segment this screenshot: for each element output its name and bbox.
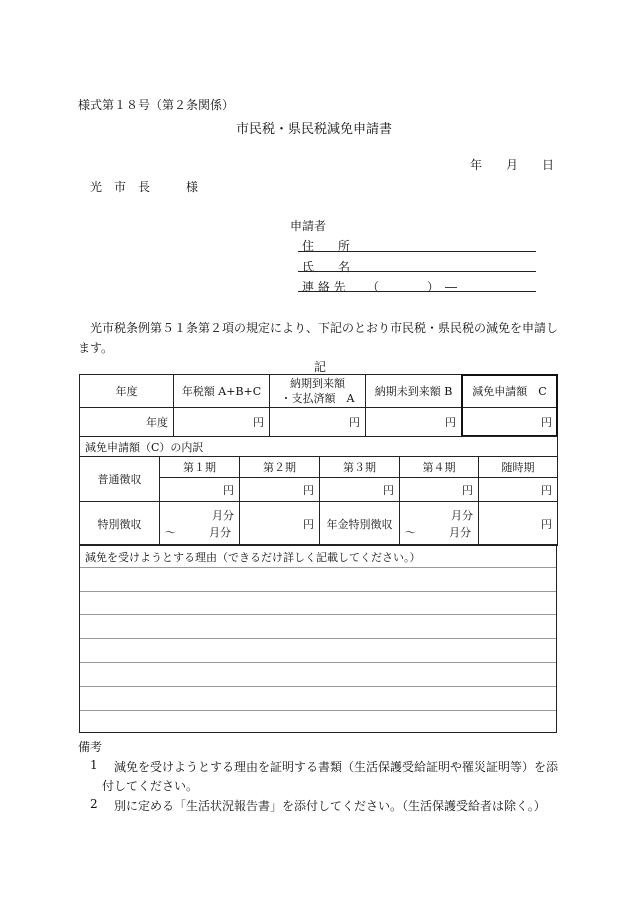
period-anytime-amount[interactable]: 円	[479, 478, 558, 502]
period-2-header: 第２期	[240, 457, 320, 478]
table-header-row	[80, 375, 558, 408]
header-reduction-amount: 減免申請額 C	[462, 375, 558, 408]
special-amount[interactable]: 円	[240, 502, 320, 546]
unpaid-amount-input[interactable]: 円	[366, 408, 462, 437]
address-label: 住 所	[302, 239, 351, 253]
note-2-text: 別に定める「生活状況報告書」を添付してください。（生活保護受給者は除く。）	[114, 799, 546, 813]
reason-label: 減免を受けようとする理由（できるだけ詳しく記載してください。）	[85, 551, 421, 564]
year-input[interactable]: 年度	[80, 408, 174, 437]
contact-label: 連 絡 先	[302, 280, 346, 294]
reduction-amount-input[interactable]: 円	[462, 408, 558, 437]
period-3-header: 第３期	[320, 457, 400, 478]
ki-heading: 記	[314, 360, 327, 374]
contact-input-line[interactable]	[298, 291, 536, 292]
period-4-header: 第４期	[400, 457, 479, 478]
reason-ruled-line	[80, 591, 556, 592]
name-input-line[interactable]	[298, 271, 536, 272]
addressee: 光 市 長 様	[90, 180, 199, 194]
ordinary-collection-label: 普通徴収	[80, 457, 160, 502]
special-collection-row	[80, 502, 558, 546]
reason-ruled-line	[80, 638, 556, 639]
header-paid-amount	[270, 375, 366, 408]
pension-month-range[interactable]	[400, 502, 479, 546]
special-collection-label: 特別徴収	[80, 502, 160, 546]
note-1-number: 1	[90, 758, 98, 772]
period-4-amount[interactable]: 円	[400, 478, 479, 502]
special-month-range[interactable]	[160, 502, 240, 546]
reason-ruled-line	[80, 710, 556, 711]
contact-field[interactable]: （ ） ―	[367, 280, 458, 294]
annual-tax-input[interactable]: 円	[174, 408, 270, 437]
period-2-amount[interactable]: 円	[240, 478, 320, 502]
header-paid-line1: 納期到来額	[290, 377, 345, 390]
header-unpaid-amount: 納期未到来額 B	[366, 375, 462, 408]
request-text-line1: 光市税条例第５１条第２項の規定により、下記のとおり市民税・県民税の減免を申請し	[90, 321, 559, 335]
note-2-number: 2	[90, 797, 98, 811]
pension-collection-label: 年金特別徴収	[320, 502, 400, 546]
document-title: 市民税・県民税減免申請書	[236, 122, 393, 137]
paid-amount-input[interactable]: 円	[270, 408, 366, 437]
reason-ruled-line	[80, 567, 556, 568]
special-month-from: 月分	[212, 508, 234, 522]
request-text-line2: ます。	[78, 341, 114, 355]
breakdown-caption-row	[80, 437, 558, 457]
header-annual-tax: 年税額 A+B+C	[174, 375, 270, 408]
tax-amount-table	[79, 374, 558, 437]
breakdown-table	[79, 436, 558, 546]
pension-month-to: ～ 月分	[405, 525, 471, 539]
address-input-line[interactable]	[298, 251, 536, 252]
pension-month-from: 月分	[451, 508, 473, 522]
period-anytime-header: 随時期	[479, 457, 558, 478]
pension-amount[interactable]: 円	[479, 502, 558, 546]
reason-ruled-line	[80, 662, 556, 663]
form-number: 様式第１８号（第２条関係）	[78, 98, 235, 112]
special-month-to: ～ 月分	[165, 525, 231, 539]
header-paid-line2: ・支払済額 A	[280, 392, 355, 405]
date-field[interactable]: 年 月 日	[470, 158, 555, 172]
note-1-line2: 付してください。	[102, 779, 199, 793]
period-1-header: 第１期	[160, 457, 240, 478]
breakdown-caption: 減免申請額（C）の内訳	[80, 437, 558, 457]
header-year: 年度	[80, 375, 174, 408]
period-3-amount[interactable]: 円	[320, 478, 400, 502]
reason-ruled-line	[80, 686, 556, 687]
applicant-label: 申請者	[290, 219, 327, 233]
reason-ruled-line	[80, 614, 556, 615]
period-1-amount[interactable]: 円	[160, 478, 240, 502]
name-label: 氏 名	[302, 260, 351, 274]
table-row	[80, 408, 558, 437]
period-header-row	[80, 457, 558, 478]
note-1-line1: 減免を受けようとする理由を証明する書類（生活保護受給証明や罹災証明等）を添	[114, 760, 559, 774]
notes-title: 備考	[78, 740, 103, 754]
